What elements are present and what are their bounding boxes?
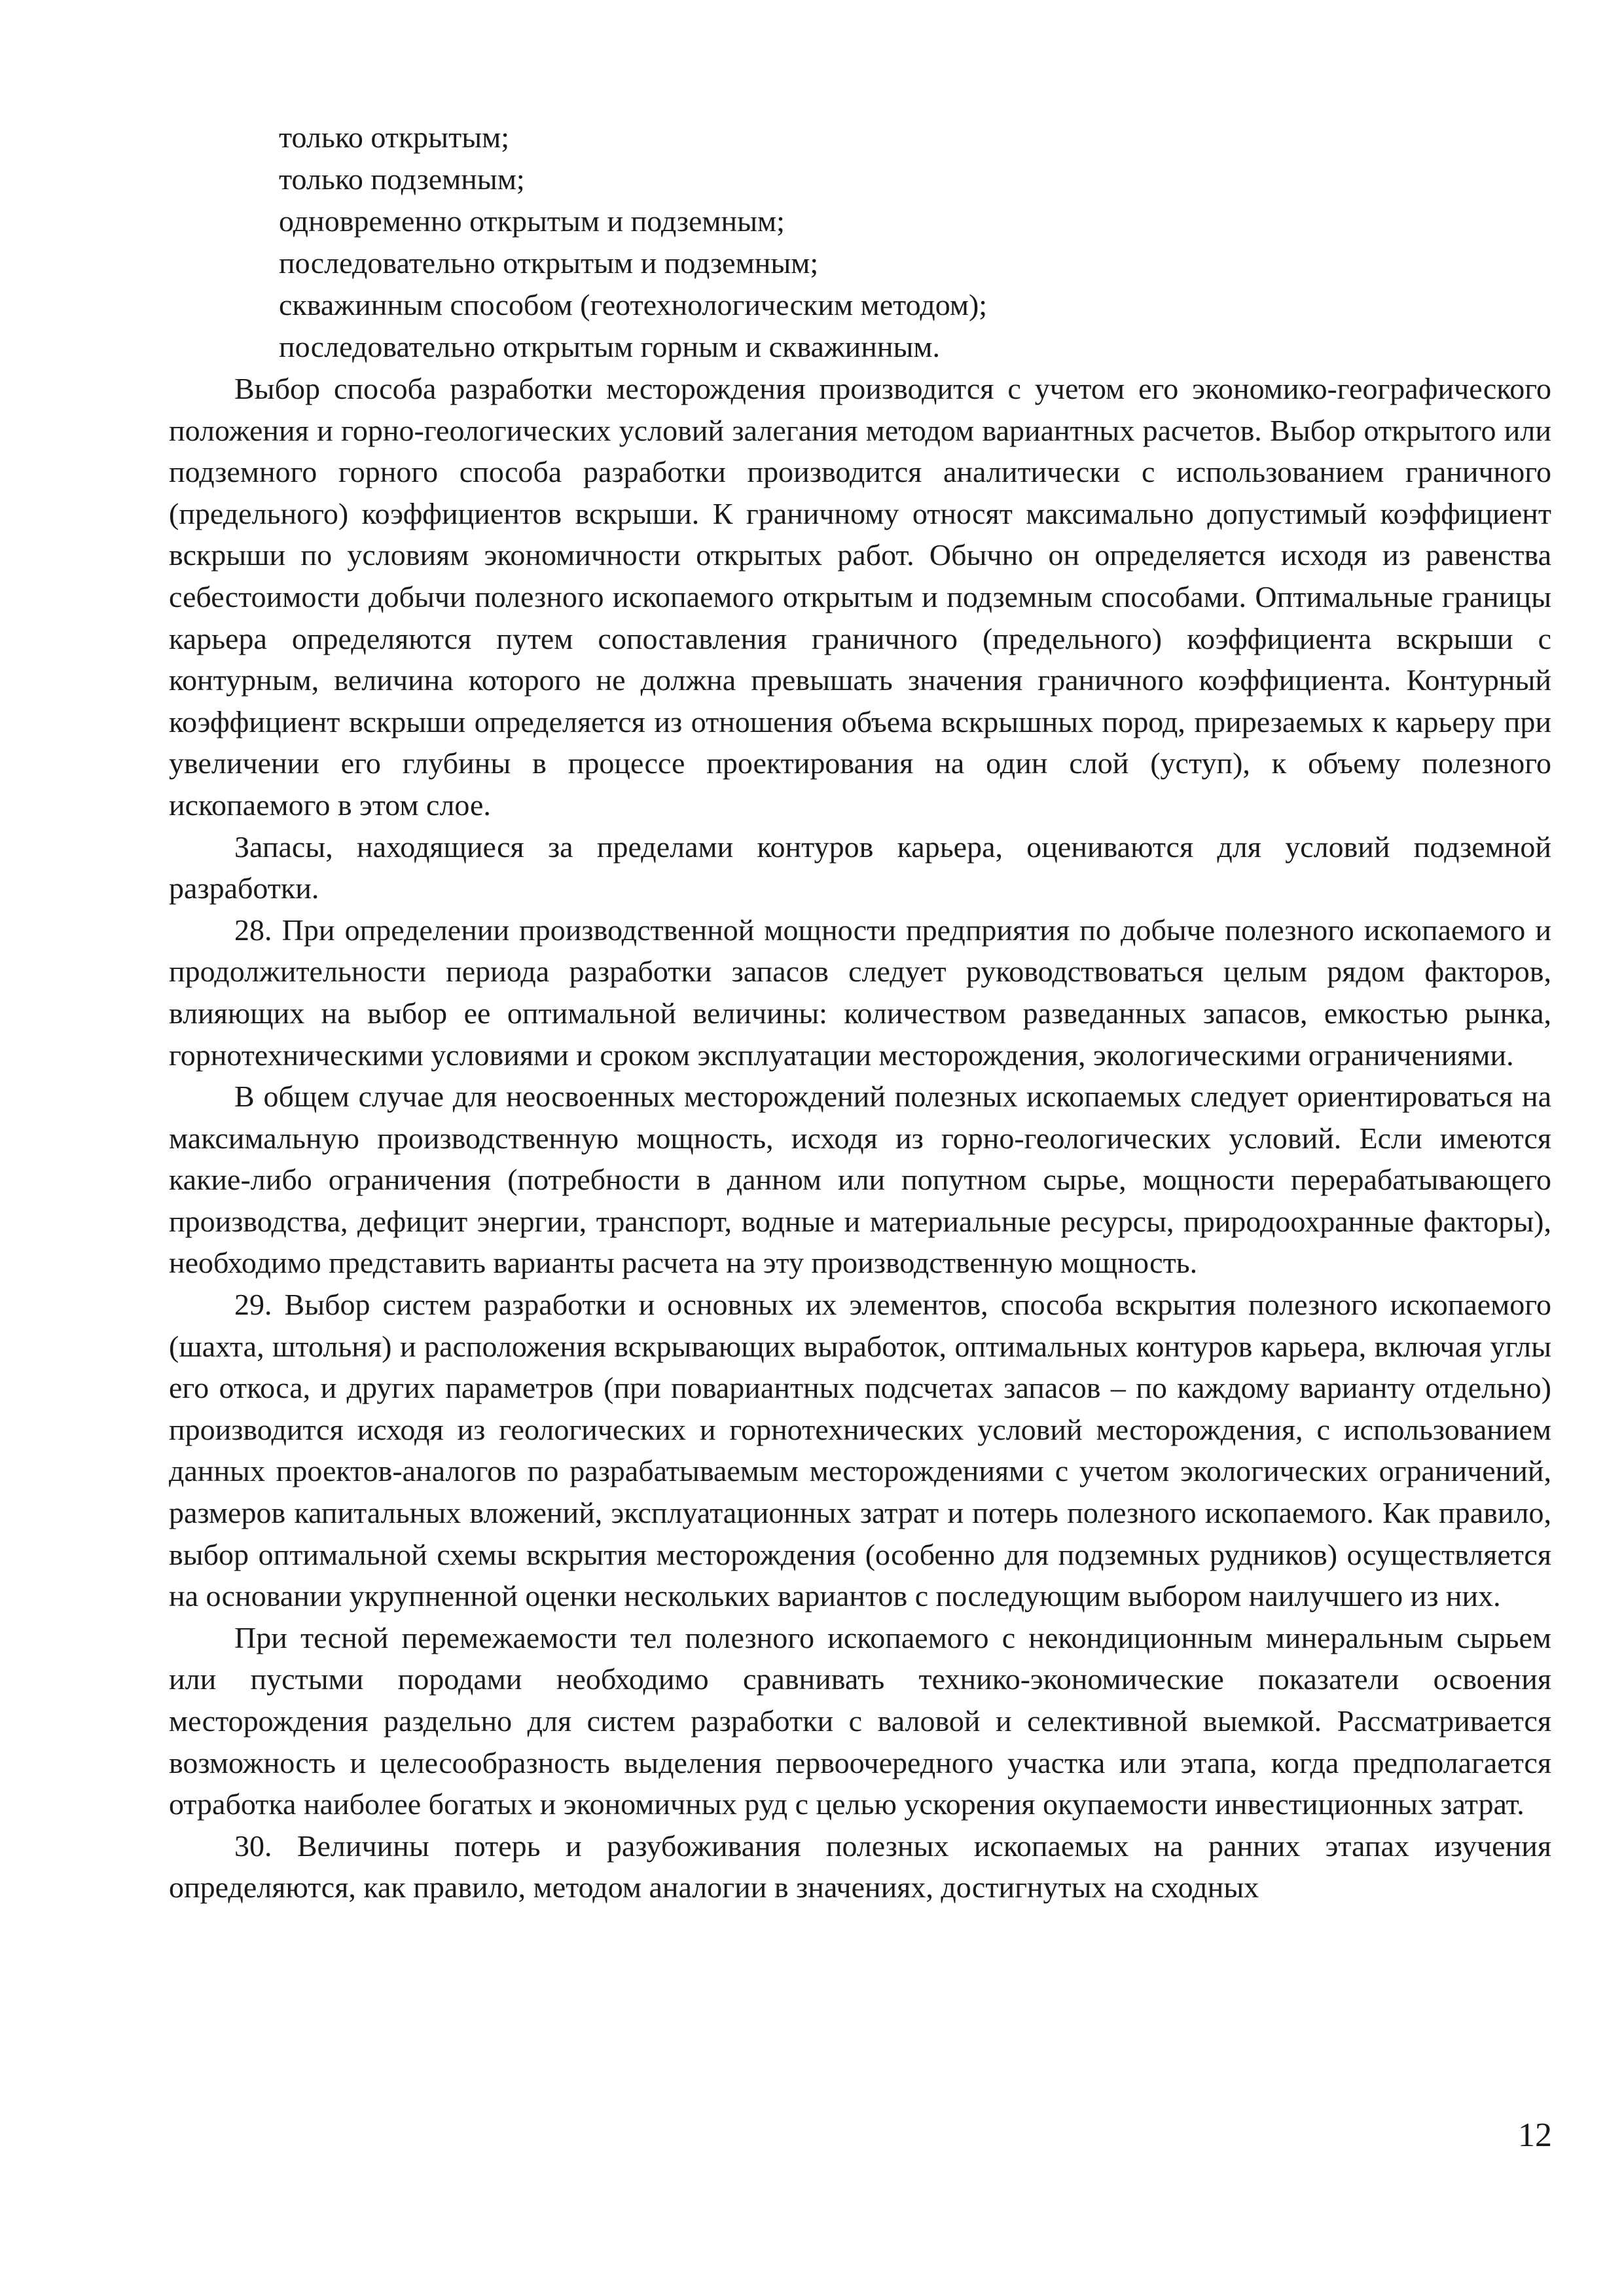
list-item-simultaneous: одновременно открытым и подземным; — [279, 204, 785, 238]
paragraph-item-29: 29. Выбор систем разработки и основных их элементов, способа вскрытия полезного ископаемого (шахта, штольня) и расположения вскрывающих выработок, оптимальных контуров карьера, включая углы его откоса, и других параметров (при повариантных подсчетах запасов – по каждому варианту отдельно) производится исходя из геологических и горнотехнических условий месторождения, с использованием данных проектов-аналогов по разрабатываемым месторождениями с учетом экологических ограничений, размеров капитальных вложений, эксплуатационных затрат и потерь полезного ископаемого. Как правило, выбор оптимальной схемы вскрытия месторождения (особенно для подземных рудников) осуществляется на основании укрупненной оценки нескольких вариантов с последующим выбором наилучшего из них. — [169, 1288, 1551, 1613]
paragraph-item-28: 28. При определении производственной мощности предприятия по добыче полезного ископаемого и продолжительности периода разработки запасов следует руководствоваться целым рядом факторов, влияющих на выбор ее оптимальной величины: количеством разведанных запасов, емкостью рынка, горнотехническими условиями и сроком эксплуатации месторождения, экологическими ограничениями. — [169, 913, 1551, 1072]
list-item-borehole: скважинным способом (геотехнологическим методом); — [279, 288, 988, 321]
list-item-sequential-borehole: последовательно открытым горным и скважинным. — [279, 330, 941, 363]
list-item-underground-only: только подземным; — [279, 162, 525, 196]
paragraph-max-capacity: В общем случае для неосвоенных месторождений полезных ископаемых следует ориентироваться на максимальную производственную мощность, исходя из горно-геологических условий. Если имеются какие-либо ограничения (потребности в данном или попутном сырье, мощности перерабатывающего производства, дефицит энергии, транспорт, водные и материальные ресурсы, природоохранные факторы), необходимо представить варианты расчета на эту производственную мощность. — [169, 1080, 1551, 1280]
paragraph-selective-mining: При тесной перемежаемости тел полезного ископаемого с некондиционным минеральным сырьем или пустыми породами необходимо сравнивать технико-экономические показатели освоения месторождения раздельно для систем разработки с валовой и селективной выемкой. Рассматривается возможность и целесообразность выделения первоочередного участка или этапа, когда предполагается отработка наиболее богатых и экономичных руд с целью ускорения окупаемости инвестиционных затрат. — [169, 1620, 1551, 1821]
list-item-sequential: последовательно открытым и подземным; — [279, 246, 819, 280]
paragraph-method-selection: Выбор способа разработки месторождения производится с учетом его экономико-географического положения и горно-геологических условий залегания методом вариантных расчетов. Выбор открытого или подземного горного способа разработки производится аналитически с использованием граничного (предельного) коэффициентов вскрыши. К граничному относят максимально допустимый коэффициент вскрыши по условиям экономичности открытых работ. Обычно он определяется исходя из равенства себестоимости добычи полезного ископаемого открытым и подземным способами. Оптимальные границы карьера определяются путем сопоставления граничного (предельного) коэффициента вскрыши с контурным, величина которого не должна превышать значения граничного коэффициента. Контурный коэффициент вскрыши определяется из отношения объема вскрышных пород, прирезаемых к карьеру при увеличении его глубины в процессе проектирования на один слой (уступ), к объему полезного ископаемого в этом слое. — [169, 372, 1551, 822]
list-item-open-only: только открытым; — [279, 120, 509, 154]
page-body — [169, 117, 1551, 1908]
paragraph-reserves-outside-pit: Запасы, находящиеся за пределами контуров карьера, оцениваются для условий подземной разработки. — [169, 829, 1551, 905]
page-number: 12 — [1518, 2117, 1552, 2154]
paragraph-item-30: 30. Величины потерь и разубоживания полезных ископаемых на ранних этапах изучения определяются, как правило, методом аналогии в значениях, достигнутых на сходных — [169, 1829, 1551, 1904]
